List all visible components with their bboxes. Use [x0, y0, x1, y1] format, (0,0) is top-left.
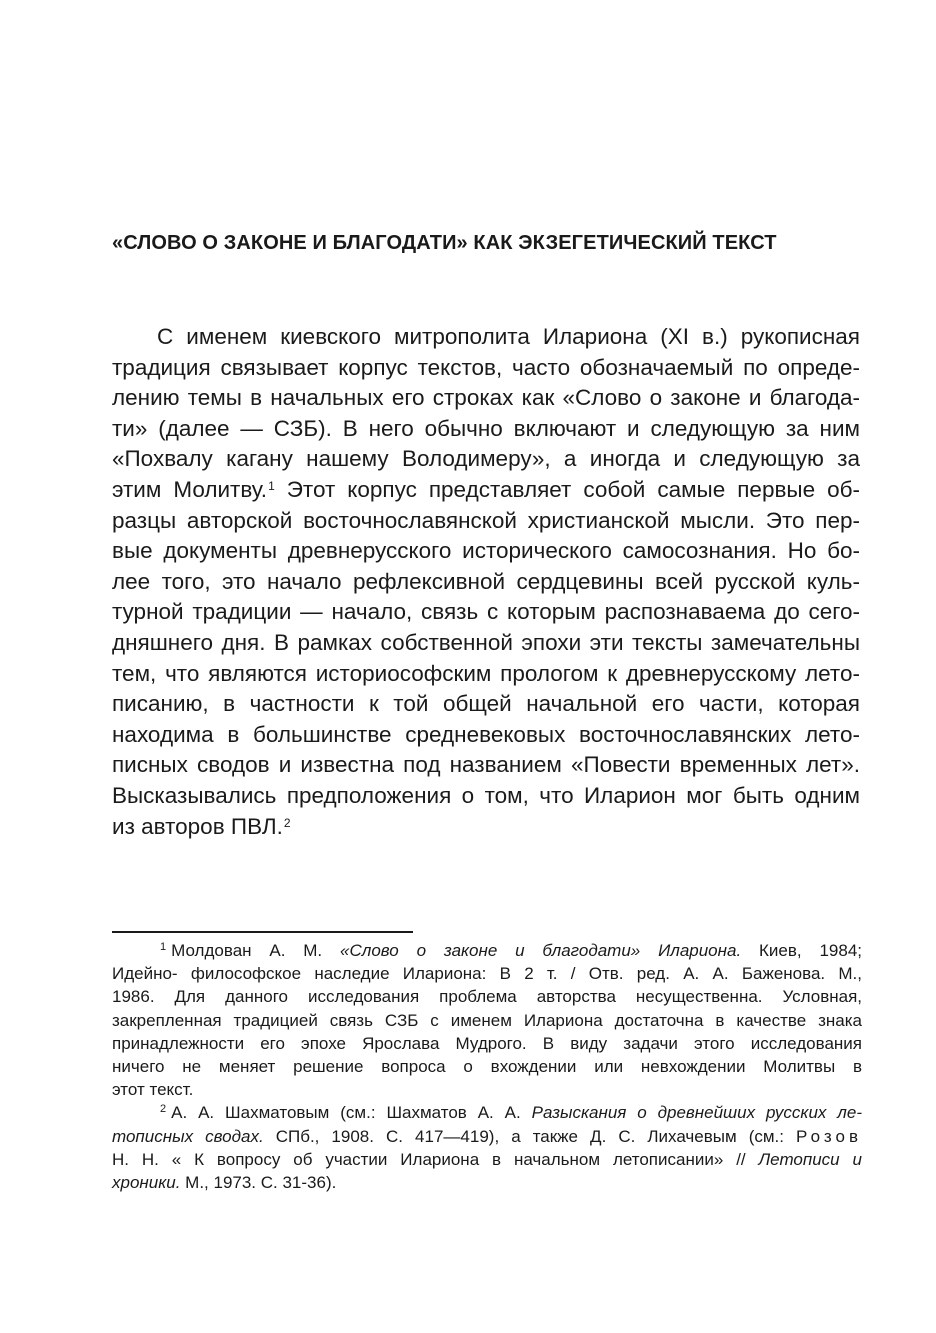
footnote-1-line: 1986. Для данного исследования проблема авторства несущественна. Условная, [112, 987, 862, 1007]
footnote-1-line: принадлежности его эпохе Ярослава Мудрого. В виду задачи этого исследования [112, 1033, 862, 1053]
footnote-2-line [112, 1171, 862, 1194]
footnote-2-line [112, 1101, 862, 1124]
body-line: дняшнего дня. В рамках собственной эпохи эти тексты замечательны [112, 629, 860, 655]
footnote-1-line [112, 939, 862, 962]
footnote-text: М., 1973. С. 31-36). [180, 1172, 337, 1192]
footnote-text: А. А. Шахматовым (см.: Шахматов А. А. [171, 1103, 532, 1123]
footnotes [112, 939, 862, 1194]
footnote-1-line: ничего не меняет решение вопроса о вхождении или невхождении Молитвы в [112, 1056, 862, 1076]
footnote-2-line [112, 1148, 862, 1171]
body-line: лению темы в начальных его строках как «Слово о законе и благода- [112, 385, 860, 411]
body-line: вые документы древнерусского исторического самосознания. Но бо- [112, 538, 860, 564]
body-line: Высказывались предположения о том, что Иларион мог быть одним [112, 782, 860, 808]
footnote-text: СПб., 1908. С. 417—419), а также Д. С. Лихачевым (см.: [263, 1126, 797, 1146]
body-paragraph [112, 322, 860, 842]
footnote-text: Молдован А. М. [171, 941, 340, 960]
footnote-text-italic: Летописи и [758, 1149, 862, 1169]
footnote-1-line: закрепленная традицией связь СЗБ с именем Илариона достаточна в качестве знака [112, 1010, 862, 1030]
footnote-1-line: Идейно- философское наследие Илариона: В 2 т. / Отв. ред. А. А. Баженова. М., [112, 964, 862, 984]
body-line: С именем киевского митрополита Илариона (XI в.) рукописная [157, 324, 860, 349]
footnote-text: Н. Н. « К вопросу об участии Илариона в начальном летописании» // [112, 1149, 759, 1169]
footnote-text-italic: «Слово о законе и благодати» Илариона. [340, 941, 742, 960]
footnote-ref-1[interactable]: 1 [268, 478, 275, 493]
body-line: разцы авторской восточнославянской христианской мысли. Это пер- [112, 507, 860, 533]
footnote-text: Киев, 1984; [741, 941, 862, 960]
body-line: ти» (далее — СЗБ). В него обычно включают и следующую за ним [112, 415, 860, 441]
footnote-ref-2[interactable]: 2 [283, 815, 291, 830]
article-title: «СЛОВО О ЗАКОНЕ И БЛАГОДАТИ» КАК ЭКЗЕГЕТИЧЕСКИЙ ТЕКСТ [112, 232, 777, 254]
body-text-segment: из авторов ПВЛ. [112, 813, 283, 839]
body-line: лее того, это начало рефлексивной сердцевины всей русской куль- [112, 568, 860, 594]
body-line: находима в большинстве средневековых восточнославянских лето- [112, 721, 860, 747]
body-line: «Похвалу кагану нашему Володимеру», а иногда и следующую за [112, 446, 860, 472]
body-line: тем, что являются историософским прологом к древнерусскому лето- [112, 660, 860, 686]
footnote-separator [112, 931, 413, 933]
body-line [112, 812, 860, 843]
body-text-segment: этим Молитву. [112, 476, 268, 502]
body-line: писных сводов и известна под названием «Повести временных лет». [112, 752, 860, 778]
body-text-segment: Этот корпус представляет собой самые первые об- [274, 476, 860, 502]
footnote-2-number: 2 [160, 1103, 167, 1116]
body-line: традиция связывает корпус текстов, часто обозначаемый по опреде- [112, 354, 860, 380]
footnote-1-number: 1 [160, 941, 167, 953]
footnote-text-italic: Разыскания о древнейших русских ле- [531, 1103, 863, 1123]
footnote-text-spaced: Розов [796, 1126, 862, 1146]
footnote-text-italic: хроники. [112, 1172, 181, 1192]
body-line: писанию, в частности к той общей начальной его части, которая [112, 691, 860, 717]
body-line [112, 475, 860, 506]
footnote-1-line: этот текст. [112, 1080, 194, 1100]
footnote-2-line [112, 1125, 862, 1148]
body-line: турной традиции — начало, связь с которым распознаваема до сего- [112, 599, 860, 625]
footnote-text-italic: тописных сводах. [112, 1126, 264, 1146]
